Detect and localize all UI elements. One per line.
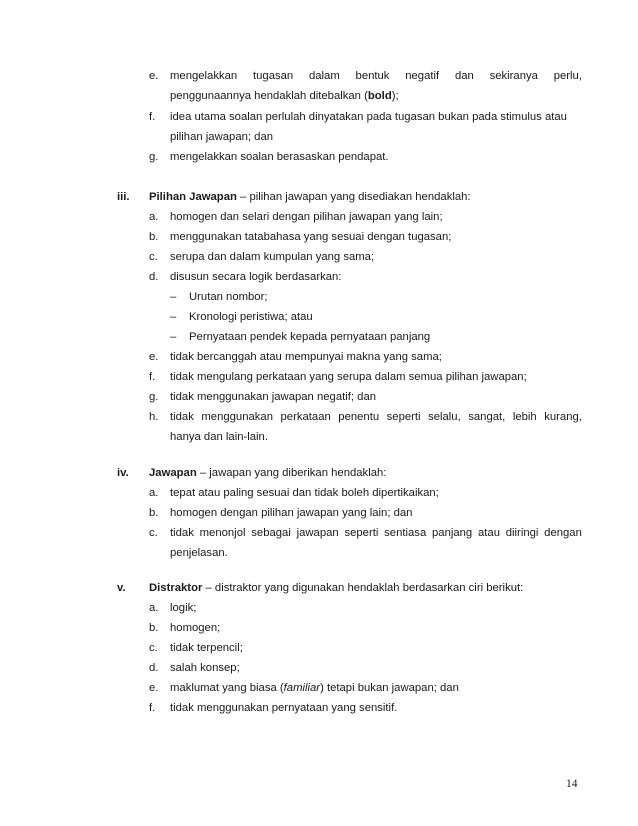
list-item-text: tidak terpencil; [170,642,243,654]
list-item-text: tepat atau paling sesuai dan tidak boleh dipertikaikan; [170,487,439,499]
sub-list-item: Urutan nombor; [189,291,268,303]
list-item-text: tidak bercanggah atau mempunyai makna yang sama; [170,351,442,363]
list-item-continuation: pilihan jawapan; dan [170,131,274,143]
item-label: f. [149,371,156,383]
list-item-text: tidak menggunakan pernyataan yang sensitif. [170,702,398,714]
section-heading: Pilihan Jawapan – pilihan jawapan yang disediakan hendaklah: [149,191,471,203]
item-label: a. [149,602,159,614]
list-item-continuation: penggunaannya hendaklah ditebalkan (bold); [170,90,399,102]
list-item-text: mengelakkan tugasan dalam bentuk negatif dan sekiranya perlu, [170,70,582,82]
dash-bullet: – [170,331,177,343]
list-item-text: homogen; [170,622,221,634]
sub-list-item: Pernyataan pendek kepada pernyataan panjang [189,331,431,343]
item-label: a. [149,487,159,499]
list-item-text: tidak menonjol sebagai jawapan seperti sentiasa panjang atau diiringi dengan [170,527,582,539]
section-heading: Distraktor – distraktor yang digunakan hendaklah berdasarkan ciri berikut: [149,582,524,594]
list-item-continuation: penjelasan. [170,547,228,559]
item-label: e. [149,351,159,363]
list-item-text: disusun secara logik berdasarkan: [170,271,342,283]
list-item-text: tidak mengulang perkataan yang serupa dalam semua pilihan jawapan; [170,371,527,383]
item-label: c. [149,642,158,654]
item-label: c. [149,251,158,263]
section-numeral: v. [117,582,126,594]
list-item-continuation: hanya dan lain-lain. [170,431,268,443]
item-label: h. [149,411,159,423]
list-item-text: menggunakan tatabahasa yang sesuai dengan tugasan; [170,231,452,243]
section-numeral: iv. [117,467,129,479]
list-item-text: idea utama soalan perlulah dinyatakan pada tugasan bukan pada stimulus atau [170,111,567,123]
item-label: c. [149,527,158,539]
list-item-text: homogen dengan pilihan jawapan yang lain; dan [170,507,413,519]
list-item-text: mengelakkan soalan berasaskan pendapat. [170,151,389,163]
item-label: e. [149,70,159,82]
section-numeral: iii. [117,191,130,203]
list-item-text: tidak menggunakan perkataan penentu seperti selalu, sangat, lebih kurang, [170,411,582,423]
sub-list-item: Kronologi peristiwa; atau [189,311,313,323]
list-item-text: tidak menggunakan jawapan negatif; dan [170,391,377,403]
item-label: f. [149,111,156,123]
dash-bullet: – [170,291,177,303]
dash-bullet: – [170,311,177,323]
item-label: d. [149,662,159,674]
list-item-text: salah konsep; [170,662,240,674]
page-number: 14 [566,778,578,790]
list-item-text: maklumat yang biasa (familiar) tetapi bukan jawapan; dan [170,682,459,694]
item-label: g. [149,151,159,163]
list-item-text: homogen dan selari dengan pilihan jawapan yang lain; [170,211,443,223]
item-label: d. [149,271,159,283]
item-label: a. [149,211,159,223]
list-item-text: serupa dan dalam kumpulan yang sama; [170,251,375,263]
section-heading: Jawapan – jawapan yang diberikan hendaklah: [149,467,387,479]
item-label: b. [149,507,159,519]
item-label: b. [149,231,159,243]
item-label: b. [149,622,159,634]
item-label: f. [149,702,156,714]
item-label: g. [149,391,159,403]
list-item-text: logik; [170,602,197,614]
item-label: e. [149,682,159,694]
